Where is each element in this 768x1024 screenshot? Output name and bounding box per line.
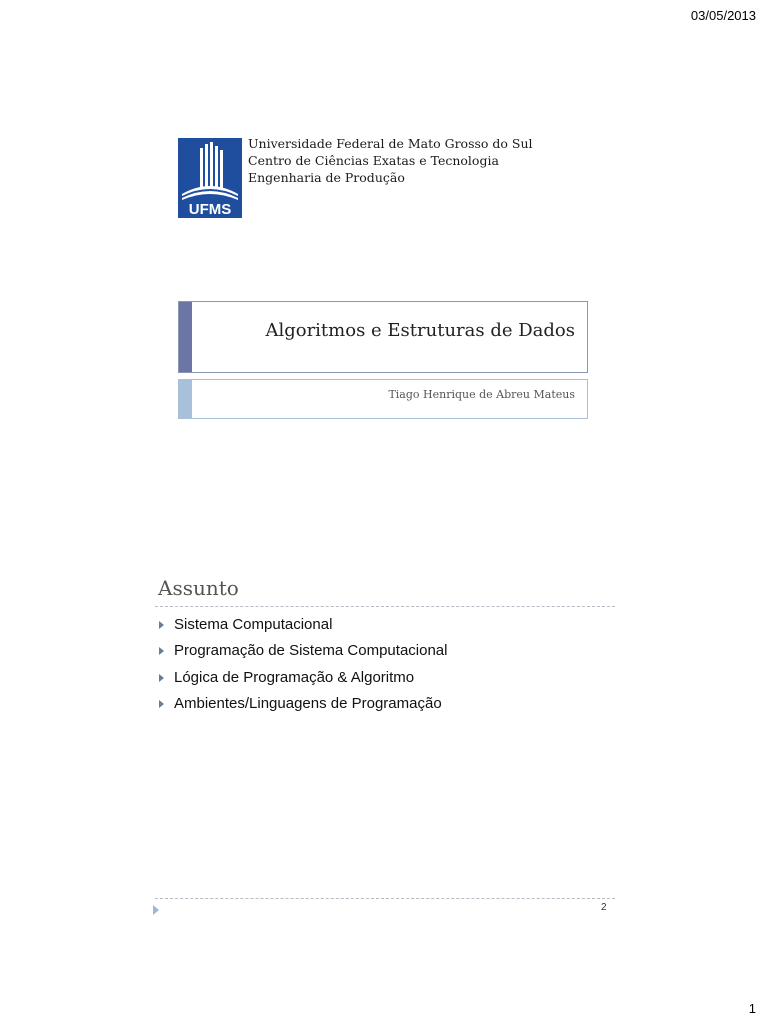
page-date: 03/05/2013 bbox=[690, 8, 756, 23]
topic-list bbox=[158, 614, 447, 719]
ufms-logo bbox=[178, 138, 242, 218]
title-box bbox=[178, 301, 588, 373]
list-item-label: Sistema Computacional bbox=[174, 616, 333, 633]
slide2-footer-divider bbox=[155, 898, 615, 899]
slide2-title: Assunto bbox=[158, 576, 239, 600]
author-name: Tiago Henrique de Abreu Mateus bbox=[388, 388, 575, 401]
bullet-triangle-icon bbox=[159, 674, 164, 682]
bullet-triangle-icon bbox=[159, 621, 164, 629]
title-accent-bar bbox=[179, 302, 192, 372]
slide-number: 2 bbox=[601, 902, 607, 913]
university-name: Universidade Federal de Mato Grosso do Sul bbox=[248, 136, 533, 151]
slide2-title-divider bbox=[155, 606, 615, 607]
list-item-label: Programação de Sistema Computacional bbox=[174, 642, 448, 660]
list-item bbox=[158, 614, 447, 640]
center-name: Centro de Ciências Exatas e Tecnologia bbox=[248, 153, 499, 168]
page-number: 1 bbox=[748, 1001, 756, 1016]
ufms-logo-graphic bbox=[178, 138, 242, 218]
bullet-triangle-icon bbox=[159, 700, 164, 708]
footer-triangle-icon bbox=[153, 905, 159, 915]
logo-text: UFMS bbox=[188, 201, 232, 218]
author-accent-bar bbox=[179, 380, 192, 418]
institution-block bbox=[248, 135, 533, 186]
list-item bbox=[158, 640, 447, 666]
list-item-label: Ambientes/Linguagens de Programação bbox=[174, 694, 442, 712]
presentation-title: Algoritmos e Estruturas de Dados bbox=[265, 320, 575, 341]
author-box bbox=[178, 379, 588, 419]
list-item-label: Lógica de Programação & Algoritmo bbox=[174, 668, 415, 686]
course-name: Engenharia de Produção bbox=[248, 170, 405, 185]
list-item bbox=[158, 693, 447, 719]
list-item bbox=[158, 667, 447, 693]
bullet-triangle-icon bbox=[159, 647, 164, 655]
